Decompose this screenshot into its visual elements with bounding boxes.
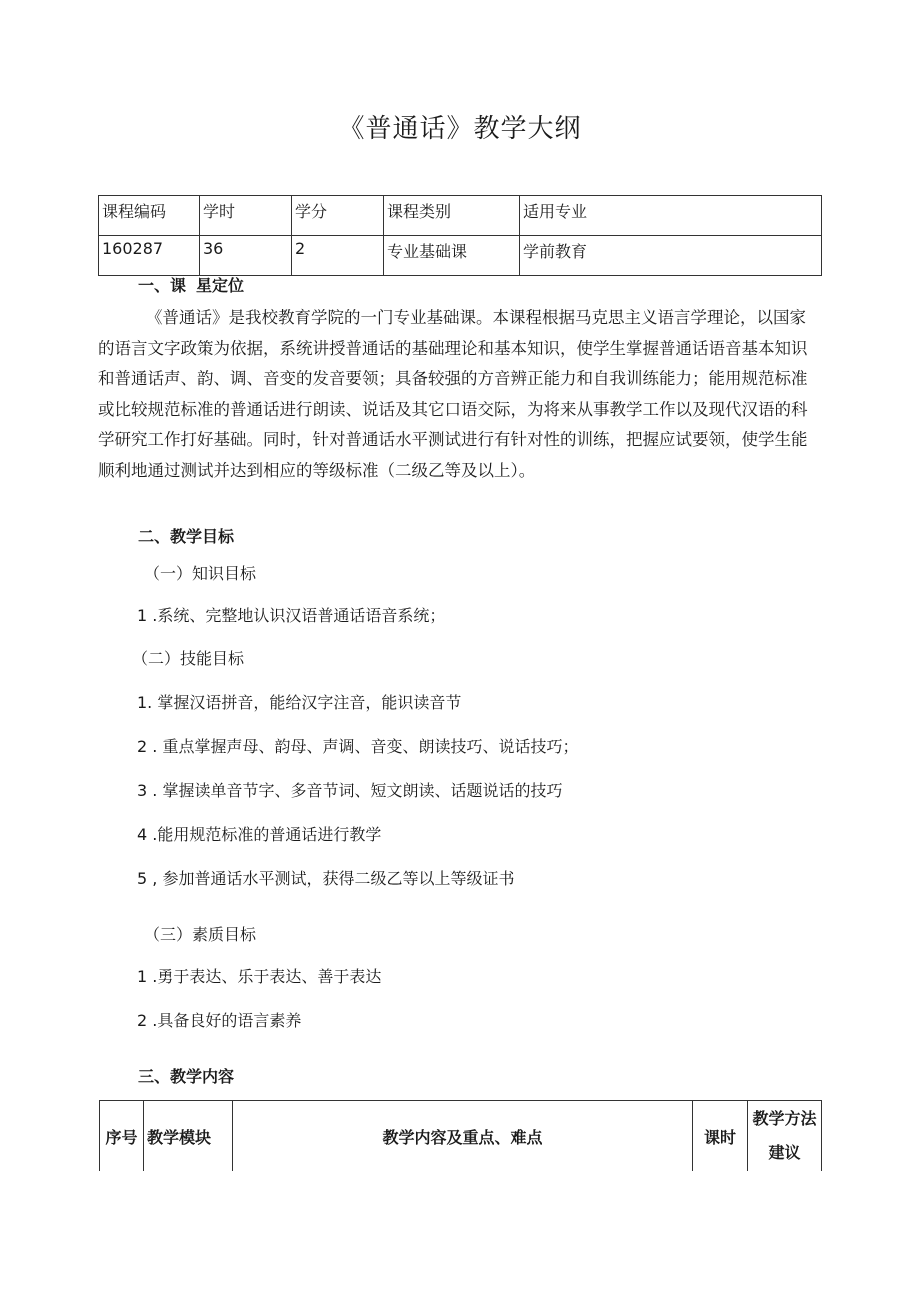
header-major: 适用专业: [520, 196, 822, 236]
list-item: 1. 掌握汉语拼音，能给汉字注音，能识读音节: [137, 693, 462, 712]
quality-goals-heading: （三）素质目标: [144, 925, 257, 944]
header-teaching-method: [748, 1101, 822, 1172]
value-major: 学前教育: [520, 236, 822, 276]
header-content: 教学内容及重点、难点: [233, 1101, 693, 1172]
list-item: 2 . 重点掌握声母、韵母、声调、音变、朗读技巧、说话技巧；: [137, 737, 579, 756]
header-method-line1: 教学方法: [752, 1109, 817, 1128]
list-item: 2 .具备良好的语言素养: [137, 1011, 302, 1030]
list-item: 1 .系统、完整地认识汉语普通话语音系统；: [137, 606, 446, 625]
paragraph-line: 或比较规范标准的普通话进行朗读、说话及其它口语交际，为将来从事教学工作以及现代汉语的科: [98, 399, 808, 419]
paragraph-line: 顺利地通过测试并达到相应的等级标准（二级乙等及以上）。: [98, 460, 536, 480]
list-item: 4 .能用规范标准的普通话进行教学: [137, 825, 382, 844]
value-course-type: 专业基础课: [384, 236, 520, 276]
document-title: 《普通话》教学大纲: [338, 114, 582, 144]
section1-heading: [138, 273, 244, 296]
section1-heading-tail: 星定位: [196, 276, 245, 295]
header-course-code: 课程编码: [99, 196, 200, 236]
header-method-line2: 建议: [768, 1143, 801, 1162]
header-class-hours: 课时: [693, 1101, 748, 1172]
header-hours: 学时: [200, 196, 292, 236]
table-row: [99, 236, 822, 276]
paragraph-line: 和普通话声、韵、调、音变的发音要领；具备较强的方音辨正能力和自我训练能力；能用规范标准: [98, 369, 808, 389]
list-item: 3 . 掌握读单音节字、多音节词、短文朗读、话题说话的技巧: [137, 781, 563, 800]
value-credits: 2: [292, 236, 384, 276]
section1-heading-start: 一、课: [138, 276, 187, 295]
header-number: 序号: [100, 1101, 144, 1172]
list-item: 5 , 参加普通话水平测试，获得二级乙等以上等级证书: [137, 869, 515, 888]
list-item: 1 .勇于表达、乐于表达、善于表达: [137, 967, 382, 986]
table-header-row: [100, 1101, 822, 1172]
table-header-row: [99, 196, 822, 236]
skill-goals-heading: （二）技能目标: [132, 649, 245, 668]
header-course-type: 课程类别: [384, 196, 520, 236]
header-module: 教学模块: [144, 1101, 233, 1172]
course-info-table: [98, 195, 822, 276]
teaching-content-table: [99, 1100, 822, 1171]
section1-body: [98, 303, 822, 487]
value-course-code: 160287: [99, 236, 200, 276]
paragraph-line: 的语言文字政策为依据，系统讲授普通话的基础理论和基本知识，使学生掌握普通话语音基本知识: [98, 338, 808, 358]
section3-heading: 三、教学内容: [138, 1067, 235, 1086]
paragraph-line: 《普通话》是我校教育学院的一门专业基础课。本课程根据马克思主义语言学理论，以国家: [146, 308, 806, 327]
paragraph-line: 学研究工作打好基础。同时，针对普通话水平测试进行有针对性的训练，把握应试要领，使学生能: [98, 430, 808, 450]
header-credits: 学分: [292, 196, 384, 236]
knowledge-goals-heading: （一）知识目标: [144, 564, 257, 583]
section2-heading: 二、教学目标: [138, 527, 235, 546]
value-hours: 36: [200, 236, 292, 276]
